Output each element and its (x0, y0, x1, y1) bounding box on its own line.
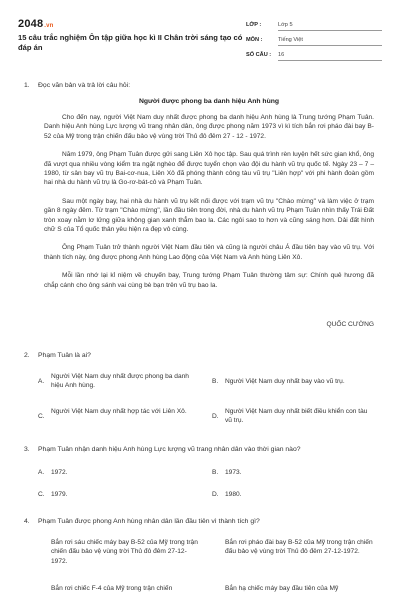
meta-box (246, 18, 382, 63)
question-text: Phạm Tuân nhận danh hiệu Anh hùng Lực lượng vũ trang nhân dân vào thời gian nào? (38, 446, 301, 453)
logo-suffix: .vn (44, 23, 54, 29)
question-number: 2. (24, 352, 30, 359)
option-text: Người Việt Nam duy nhất biết điều khiển con tàu vũ trụ. (225, 408, 368, 425)
option-letter: D. (212, 413, 219, 420)
option-letter: D. (212, 491, 219, 498)
option-text: Người Việt Nam duy nhất bay vào vũ trụ. (225, 378, 345, 385)
passage-paragraph: Sau một ngày bay, hai nhà du hành vũ trụ kết nối được với trạm vũ trụ "Chào mừng" và làm việc ở trạm gần 8 ngày đêm. Từ trạm "Chào mừng", lần đầu tiên trong đời, nhà du hành vũ trụ Phạm Tuân nhìn thấy Trái Đất tròn xoay nằm lơ lửng giữa không gian xanh thẳm bao la. Các ngôi sao to hơn và cũng sáng hơn. Dải đất hình chữ S của Tổ quốc thân yêu hiện ra đẹp vô cùng. (44, 197, 374, 234)
passage-paragraph: Ông Phạm Tuân trở thành người Việt Nam đầu tiên và cũng là người châu Á đầu tiên bay vào vũ trụ. Với thành tích này, ông được phong Anh hùng Lao động của Việt Nam và Anh hùng Liên Xô. (44, 244, 374, 261)
passage-title: Người được phong ba danh hiệu Anh hùng (138, 98, 280, 105)
option-text: Bắn hạ chiếc máy bay đầu tiên của Mỹ (225, 585, 339, 592)
option-text: 1972. (51, 469, 68, 476)
question-text: Đọc văn bản và trả lời câu hỏi: (38, 82, 131, 89)
option-text: Bắn rơi chiếc F-4 của Mỹ trong trận chiến (51, 585, 173, 592)
meta-label: MÔN : (246, 37, 263, 43)
question-text: Phạm Tuân là ai? (38, 352, 91, 359)
option-text: Bắn rơi pháo đài bay B-52 của Mỹ trong trận chiến đấu bảo vệ vùng trời Thủ đô đêm 27-12-1972. (225, 539, 373, 556)
meta-label: SỐ CÂU : (246, 52, 272, 58)
option-text: Người Việt Nam duy nhất được phong ba danh hiệu Anh hùng. (51, 373, 189, 390)
option-letter: C. (38, 413, 45, 420)
question-text: Phạm Tuân được phong Anh hùng nhân dân lần đầu tiên vì thành tích gì? (38, 518, 260, 525)
option-letter: C. (38, 491, 45, 498)
question-number: 3. (24, 446, 30, 453)
reading-passage (44, 113, 374, 299)
meta-value: 16 (278, 49, 382, 61)
question-number: 1. (24, 82, 30, 89)
option-letter: B. (212, 469, 219, 476)
site-logo[interactable] (18, 18, 54, 30)
option-letter: B. (212, 378, 219, 385)
option-text: 1973. (225, 469, 242, 476)
logo-text: 2048 (18, 18, 44, 30)
meta-label: LỚP : (246, 22, 262, 28)
option-letter: A. (38, 378, 45, 385)
meta-row-subject (246, 33, 382, 48)
meta-value: Tiếng Việt (278, 34, 382, 46)
option-text: Bắn rơi sáu chiếc máy bay B-52 của Mỹ trong trận chiến đấu bảo vệ vùng trời Thủ đô đêm 27-12-1972. (51, 539, 198, 565)
passage-paragraph: Cho đến nay, người Việt Nam duy nhất được phong ba danh hiệu Anh hùng là Trung tướng Phạm Tuân. Danh hiệu Anh hùng Lực lượng vũ trang nhân dân, ông được phong năm 1973 vì kì tích bắn rơi pháo đài bay B-52 của Mỹ trong trận chiến đấu bảo vệ vùng trời Thủ đô đêm 27 - 12 - 1972. (44, 114, 374, 140)
question-number: 4. (24, 518, 30, 525)
passage-paragraph: Năm 1979, ông Phạm Tuân được gửi sang Liên Xô học tập. Sau quá trình rèn luyện hết sức gian khổ, ông đã vượt qua nhiều vòng kiểm tra ngặt nghèo để được tuyển chọn vào đội du hành vũ trụ quốc tế. Ngày 23 – 7 – 1980, từ sân bay vũ trụ Bai-cơ-nua, Liên Xô đã phóng thành công tàu vũ trụ "Liên hợp" với phi hành đoàn gồm hai nhà du hành vũ trụ là Go-rơ-bát-cô và Phạm Tuân. (44, 151, 374, 187)
meta-row-count (246, 48, 382, 63)
option-text: Người Việt Nam duy nhất hợp tác với Liên Xô. (51, 408, 187, 415)
meta-value: Lớp 5 (278, 19, 382, 31)
option-letter: A. (38, 469, 45, 476)
option-text: 1980. (225, 491, 242, 498)
meta-row-class (246, 18, 382, 33)
document-title: 15 câu trắc nghiệm Ôn tập giữa học kì II Chân trời sáng tạo có đáp án (18, 33, 243, 52)
passage-paragraph: Mỗi lần nhớ lại kỉ niệm về chuyến bay, Trung tướng Phạm Tuân thường tâm sự: Chính quê hương đã chắp cánh cho ông sánh vai cùng bè bạn trên vũ trụ bao la. (44, 272, 374, 289)
option-text: 1979. (51, 491, 68, 498)
document-header (18, 18, 382, 66)
passage-author: QUỐC CƯỜNG (326, 321, 374, 328)
